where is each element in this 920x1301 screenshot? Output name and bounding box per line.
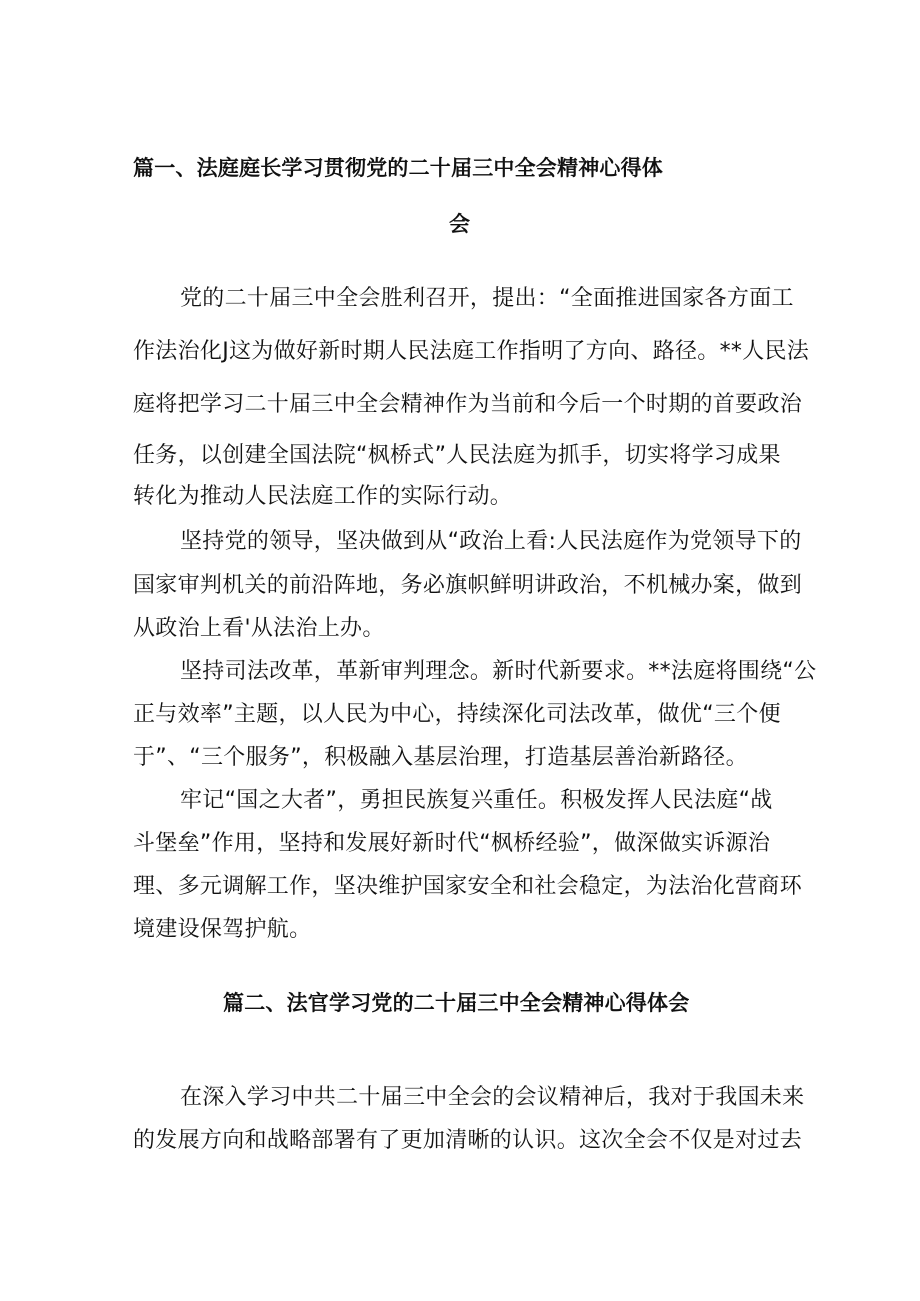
s1-p3-line2: 正与效率”主题，以人民为中心，持续深化司法改革，做优“三个便 [133,702,781,727]
s2-p1-line2: 的发展方向和战略部署有了更加清晰的认识。这次全会不仅是对过去 [133,1128,803,1153]
s1-p4-line4: 境建设保驾护航。 [133,917,312,942]
s1-p4-line3: 理、多元调解工作，坚决维护国家安全和社会稳定，为法治化营商环 [133,874,803,899]
s2-p1-line1: 在深入学习中共二十届三中全会的会议精神后，我对于我国未来 [180,1085,805,1110]
s1-p2-line2: 国家审判机关的前沿阵地，务必旗帜鲜明讲政治，不机械办案，做到 [133,573,803,598]
s1-p1-line5: 转化为推动人民法庭工作的实际行动。 [133,484,513,509]
s1-p1-line4: 任务，以创建全国法院“枫桥式”人民法庭为抓手，切实将学习成果 [133,443,781,468]
s1-p2-line1: 坚持党的领导，坚决做到从“政治上看:人民法庭作为党领导下的 [180,529,802,554]
section1-title-line2: 会 [449,212,471,236]
s1-p4-line1: 牢记“国之大者”，勇担民族复兴重任。积极发挥人民法庭“战 [180,788,773,813]
s1-p1-line1: 党的二十届三中全会胜利召开，提出：“全面推进国家各方面工 [180,286,794,311]
s1-p3-line1: 坚持司法改革，革新审判理念。新时代新要求。**法庭将围绕“公 [180,659,817,684]
s1-p3-line3: 于”、“三个服务”，积极融入基层治理，打造基层善治新路径。 [133,745,748,770]
s1-p1-line3: 庭将把学习二十届三中全会精神作为当前和今后一个时期的首要政治 [133,392,803,417]
s1-p2-line3: 从政治上看'从法治上办。 [133,616,385,641]
s1-p4-line2: 斗堡垒”作用，坚持和发展好新时代“枫桥经验”，做深做实诉源治 [133,831,771,856]
s1-p1-line2: 作法治化J这为做好新时期人民法庭工作指明了方向、路径。**人民法 [133,339,810,364]
section1-title-line1: 篇一、法庭庭长学习贯彻党的二十届三中全会精神心得体 [133,156,663,180]
section2-title: 篇二、法官学习党的二十届三中全会精神心得体会 [223,991,690,1015]
